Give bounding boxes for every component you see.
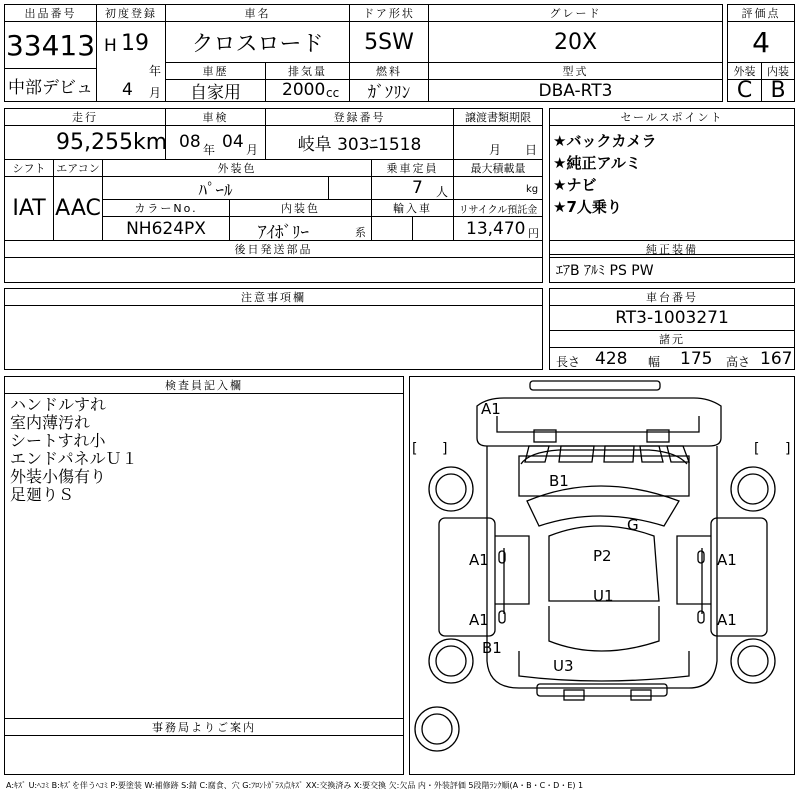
lot-number: 33413	[4, 21, 97, 69]
sales-point: ★バックカメラ	[553, 132, 657, 150]
bracket: [	[754, 441, 760, 457]
mileage: 95,255	[56, 130, 133, 155]
damage-mark: U3	[553, 657, 574, 675]
reg-number: 岐阜 303ﾆ1518	[265, 125, 454, 160]
inspector-notes	[10, 396, 138, 504]
legend: A:ｷｽﾞ U:ﾍｺﾐ B:ｷｽﾞを伴うﾍｺﾐ P:要塗装 W:補修跡 S:錆 C:腐食、穴 G:ﾌﾛﾝﾄｶﾞﾗｽ点ｷｽﾞ XX:交換済み X:要交換 欠:欠品 内・外装評価 5段階ﾗﾝｸ順(A・B・C・D・E) 1	[6, 781, 584, 790]
reg-month: 4	[122, 80, 133, 100]
bracket: ]	[442, 441, 448, 457]
height: 167	[760, 349, 793, 369]
color: ﾊﾟｰﾙ	[102, 176, 329, 200]
office-label: 事務局よりご案内	[4, 718, 404, 736]
first-reg-label: 初度登録	[96, 4, 166, 22]
sales-label: セールスポイント	[549, 108, 795, 126]
reg-month-unit: 月	[149, 86, 162, 100]
import-cell-b	[412, 216, 454, 241]
shift: IAT	[4, 176, 54, 241]
genuine-label: 純正装備	[549, 240, 795, 258]
recycle-unit: 円	[528, 227, 539, 240]
damage-mark: P2	[593, 547, 612, 565]
import-cell-a	[371, 216, 413, 241]
score-label: 評価点	[727, 4, 795, 22]
history-label: 車歴	[165, 62, 266, 80]
damage-mark: A1	[481, 400, 501, 418]
load-unit: kg	[526, 184, 539, 195]
displacement-unit: cc	[326, 86, 340, 100]
reg-year: 19	[121, 31, 149, 56]
mileage-unit: km	[133, 130, 168, 155]
sales-point: ★7人乗り	[553, 198, 622, 216]
caution-box	[4, 305, 543, 370]
era: H	[104, 36, 117, 56]
recycle: 13,470	[466, 219, 526, 239]
color-extra-cell	[328, 176, 372, 200]
inspector-note: エンドパネルＵ１	[10, 449, 138, 468]
color-label: 外装色	[102, 159, 372, 177]
later-parts-label: 後日発送部品	[4, 240, 543, 258]
inspection-month-unit: 月	[246, 143, 259, 157]
mileage-label: 走行	[4, 108, 166, 126]
grade: 20X	[428, 21, 723, 63]
capacity-unit: 人	[436, 185, 449, 199]
model: DBA-RT3	[428, 79, 723, 102]
shift-label: シフト	[4, 159, 54, 177]
score: 4	[727, 21, 795, 63]
recycle-label: リサイクル預託金	[453, 199, 543, 217]
int-grade: B	[761, 79, 795, 102]
fuel-label: 燃料	[349, 62, 429, 80]
inspector-note: シートすれ小	[10, 431, 106, 450]
bracket: [	[412, 441, 418, 457]
inspector-label: 検査員記入欄	[4, 376, 404, 394]
chassis-number: RT3-1003271	[549, 305, 795, 331]
transfer-label: 譲渡書類期限	[453, 108, 543, 126]
model-label: 型式	[428, 62, 723, 80]
inspector-note: 外装小傷有り	[10, 467, 107, 486]
dims-label: 諸元	[549, 330, 795, 348]
ext-grade: C	[727, 79, 762, 102]
inspector-note: 足廻りＳ	[10, 485, 75, 504]
damage-mark: A1	[469, 611, 489, 629]
damage-mark: U1	[593, 587, 614, 605]
car-name-label: 車名	[165, 4, 350, 22]
caution-label: 注意事項欄	[4, 288, 543, 306]
ac-label: エアコン	[53, 159, 103, 177]
interior-color: ｱｲﾎﾞﾘｰ	[258, 223, 309, 243]
width-label: 幅	[648, 355, 661, 369]
transfer-month-unit: 月	[489, 143, 502, 157]
inspection-label: 車検	[165, 108, 266, 126]
fuel: ｶﾞｿﾘﾝ	[349, 79, 429, 102]
int-grade-label: 内装	[761, 62, 795, 80]
car-diagram	[409, 376, 795, 775]
ac: AAC	[53, 176, 103, 241]
sales-point: ★ナビ	[553, 176, 597, 194]
inspection-month: 04	[222, 132, 244, 152]
reg-year-unit: 年	[149, 64, 162, 78]
capacity-label: 乗車定員	[371, 159, 454, 177]
bracket: ]	[785, 441, 791, 457]
damage-mark: A1	[469, 551, 489, 569]
door-type: 5SW	[349, 21, 429, 63]
car-name: クロスロード	[165, 21, 350, 63]
door-label: ドア形状	[349, 4, 429, 22]
transfer-day-unit: 日	[525, 143, 538, 157]
length: 428	[595, 349, 628, 369]
inspector-note: 室内薄汚れ	[10, 413, 91, 432]
width: 175	[680, 349, 713, 369]
damage-mark: B1	[482, 639, 502, 657]
damage-mark: A1	[717, 611, 737, 629]
sales-points	[553, 130, 656, 218]
inspector-note: ハンドルすれ	[10, 395, 107, 414]
import-label: 輸入車	[371, 199, 454, 217]
debut-label: 中部デビュ	[4, 68, 97, 102]
capacity: 7	[412, 178, 423, 198]
later-parts	[4, 257, 543, 283]
dims-cell	[549, 347, 795, 370]
displacement-label: 排気量	[265, 62, 350, 80]
interior-color-label: 内装色	[229, 199, 372, 217]
inspection-year-unit: 年	[203, 143, 216, 157]
genuine-equipment: ｴｱB ｱﾙﾐ PS PW	[549, 257, 795, 283]
interior-color-unit: 系	[355, 226, 366, 239]
chassis-label: 車台番号	[549, 288, 795, 306]
reg-number-label: 登録番号	[265, 108, 454, 126]
length-label: 長さ	[556, 355, 581, 369]
sales-point: ★純正アルミ	[553, 154, 641, 172]
ext-grade-label: 外装	[727, 62, 762, 80]
damage-mark: B1	[549, 472, 569, 490]
lot-label: 出品番号	[4, 4, 97, 22]
damage-mark: A1	[717, 551, 737, 569]
damage-mark: G	[627, 516, 639, 534]
office-box	[4, 735, 404, 775]
color-no: NH624PX	[102, 216, 230, 241]
load-label: 最大積載量	[453, 159, 543, 177]
grade-label: グレード	[428, 4, 723, 22]
displacement: 2000	[282, 80, 326, 100]
color-no-label: カラーNo.	[102, 199, 230, 217]
inspection-year: 08	[179, 132, 201, 152]
history: 自家用	[165, 79, 266, 102]
height-label: 高さ	[726, 355, 751, 369]
